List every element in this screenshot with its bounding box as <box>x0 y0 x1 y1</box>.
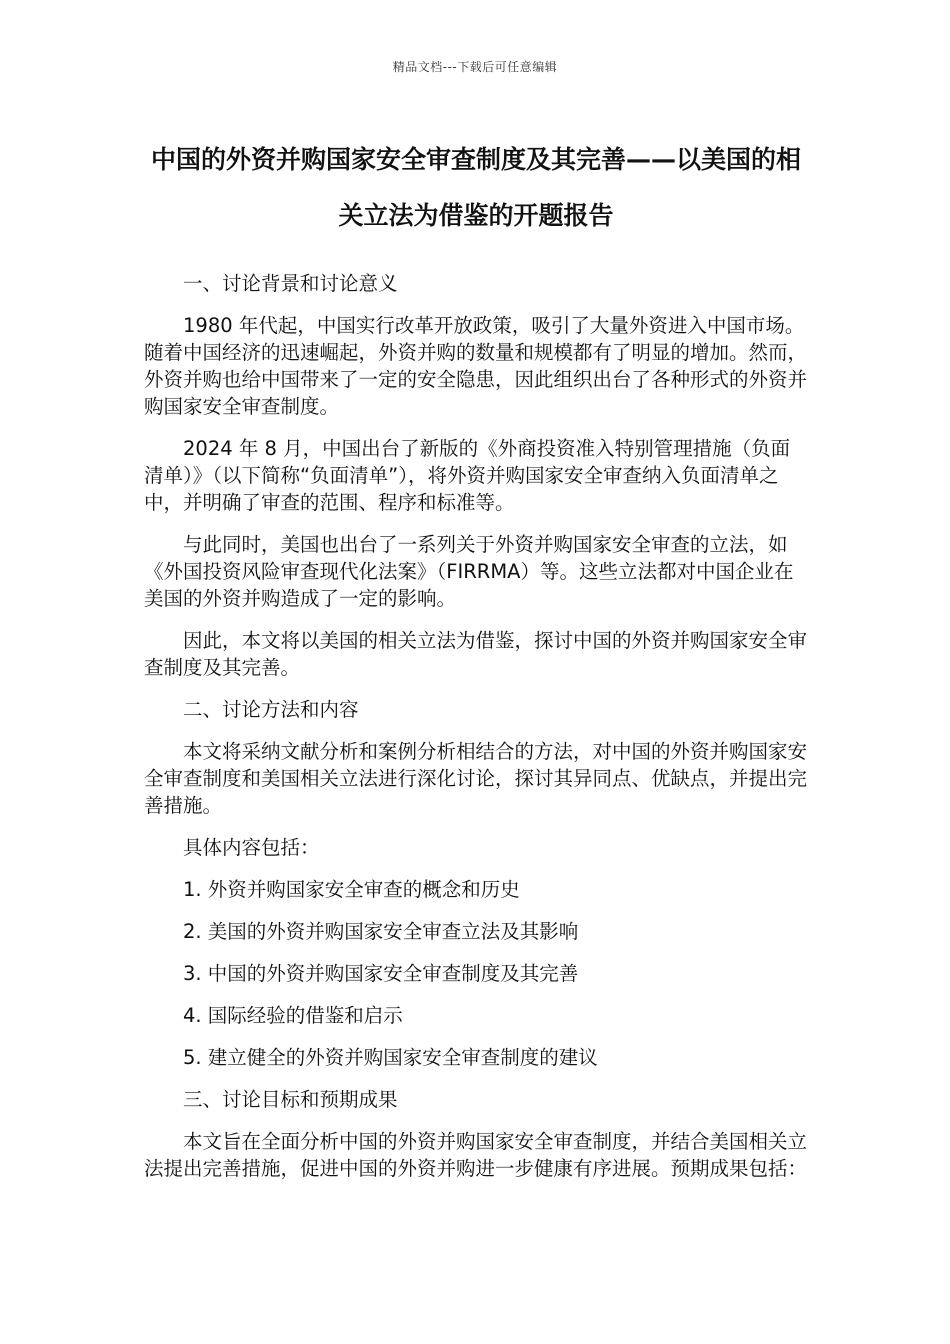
paragraph-goals-1: 本文旨在全面分析中国的外资并购国家安全审查制度，并结合美国相关立法提出完善措施，促进中国的外资并购进一步健康有序进展。预期成果包括： <box>144 1130 808 1180</box>
document-title: 中国的外资并购国家安全审查制度及其完善——以美国的相关立法为借鉴的开题报告 <box>150 145 801 230</box>
list-item: 1. 外资并购国家安全审查的概念和历史 <box>183 878 520 901</box>
page-header-note: 精品文档---下载后可任意编辑 <box>392 60 558 74</box>
section-heading-methods: 二、讨论方法和内容 <box>183 698 359 721</box>
section-heading-goals: 三、讨论目标和预期成果 <box>183 1088 398 1111</box>
paragraph-methods-2: 具体内容包括： <box>183 836 320 859</box>
paragraph-background-4: 因此，本文将以美国的相关立法为借鉴，探讨中国的外资并购国家安全审查制度及其完善。 <box>144 629 808 679</box>
document-body <box>144 270 808 1197</box>
paragraph-background-2: 2024 年 8 月，中国出台了新版的《外商投资准入特别管理措施（负面清单）》（以下简称“负面清单”），将外资并购国家安全审查纳入负面清单之中，并明确了审查的范围、程序和标准等。 <box>144 437 791 514</box>
paragraph-methods-1: 本文将采纳文献分析和案例分析相结合的方法，对中国的外资并购国家安全审查制度和美国相关立法进行深化讨论，探讨其异同点、优缺点，并提出完善措施。 <box>144 740 808 817</box>
paragraph-background-3: 与此同时，美国也出台了一系列关于外资并购国家安全审查的立法，如《外国投资风险审查现代化法案》（FIRRMA）等。这些立法都对中国企业在美国的外资并购造成了一定的影响。 <box>144 533 794 610</box>
list-item: 3. 中国的外资并购国家安全审查制度及其完善 <box>183 962 579 985</box>
list-item: 5. 建立健全的外资并购国家安全审查制度的建议 <box>183 1046 598 1069</box>
list-item: 2. 美国的外资并购国家安全审查立法及其影响 <box>183 920 579 943</box>
list-item: 4. 国际经验的借鉴和启示 <box>183 1004 403 1027</box>
section-heading-background: 一、讨论背景和讨论意义 <box>183 272 398 295</box>
paragraph-background-1: 1980 年代起，中国实行改革开放政策，吸引了大量外资进入中国市场。随着中国经济的迅速崛起，外资并购的数量和规模都有了明显的增加。然而，外资并购也给中国带来了一定的安全隐患，因此组织出台了各种形式的外资并购国家安全审查制度。 <box>144 314 808 418</box>
